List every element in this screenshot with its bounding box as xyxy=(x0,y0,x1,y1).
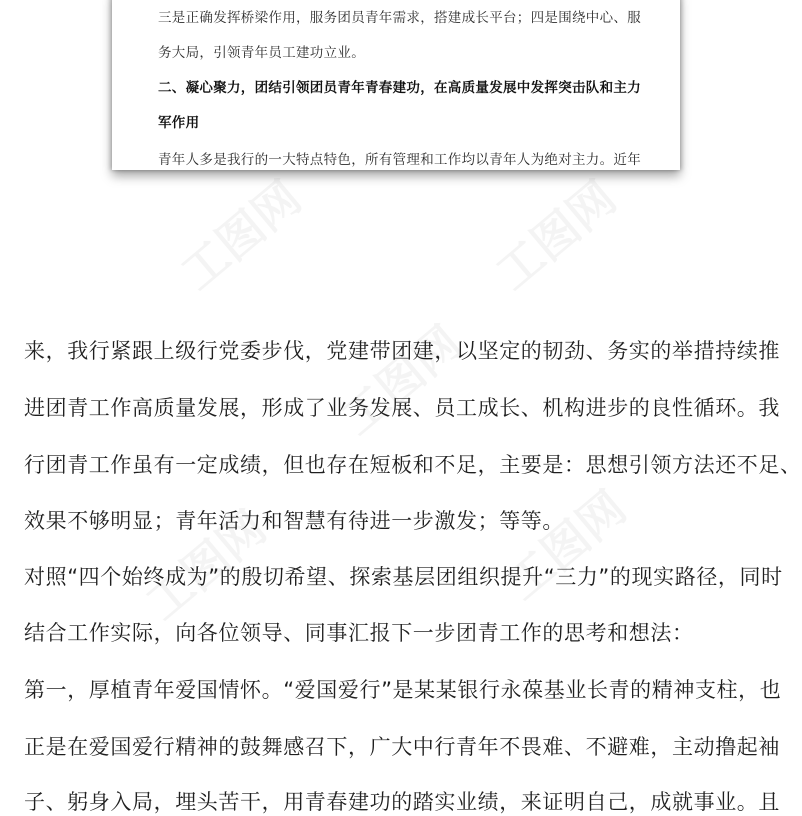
card-text-line: 务大局，引领青年员工建功立业。 xyxy=(158,45,365,61)
card-text-line: 三是正确发挥桥梁作用，服务团员青年需求，搭建成长平台；四是围绕中心、服 xyxy=(158,10,641,26)
paragraph-line: 第一，厚植青年爱国情怀。“爱国爱行”是某某银行永葆基业长青的精神支柱，也 xyxy=(24,678,782,702)
paragraph-line: 结合工作实际，向各位领导、同事汇报下一步团青工作的思考和想法： xyxy=(24,621,694,645)
paragraph-line: 对照“四个始终成为”的殷切希望、探索基层团组织提升“三力”的现实路径，同时 xyxy=(24,565,783,589)
paragraph-line: 子、躬身入局，埋头苦干，用青春建功的踏实业绩，来证明自己，成就事业。且 xyxy=(24,790,780,814)
watermark-text xyxy=(165,163,313,302)
paragraph-line: 正是在爱国爱行精神的鼓舞感召下，广大中行青年不畏难、不避难，主动撸起袖 xyxy=(24,735,780,759)
paragraph-line: 进团青工作高质量发展，形成了业务发展、员工成长、机构进步的良性循环。我 xyxy=(24,396,780,420)
watermark-text xyxy=(325,308,473,447)
watermark-text xyxy=(490,473,638,612)
section-heading: 二、凝心聚力，团结引领团员青年青春建功，在高质量发展中发挥突击队和主力 xyxy=(158,80,641,96)
paragraph-line: 来，我行紧跟上级行党委步伐，党建带团建，以坚定的韧劲、务实的举措持续推 xyxy=(24,339,780,363)
paragraph-line: 行团青工作虽有一定成绩，但也存在短板和不足，主要是：思想引领方法还不足、 xyxy=(24,453,802,477)
paragraph-line: 效果不够明显；青年活力和智慧有待进一步激发；等等。 xyxy=(24,509,564,533)
section-heading-continued: 军作用 xyxy=(158,115,200,131)
card-text-line: 青年人多是我行的一大特点特色，所有管理和工作均以青年人为绝对主力。近年 xyxy=(158,152,641,168)
document-preview-card xyxy=(112,0,680,170)
watermark-text xyxy=(480,163,628,302)
